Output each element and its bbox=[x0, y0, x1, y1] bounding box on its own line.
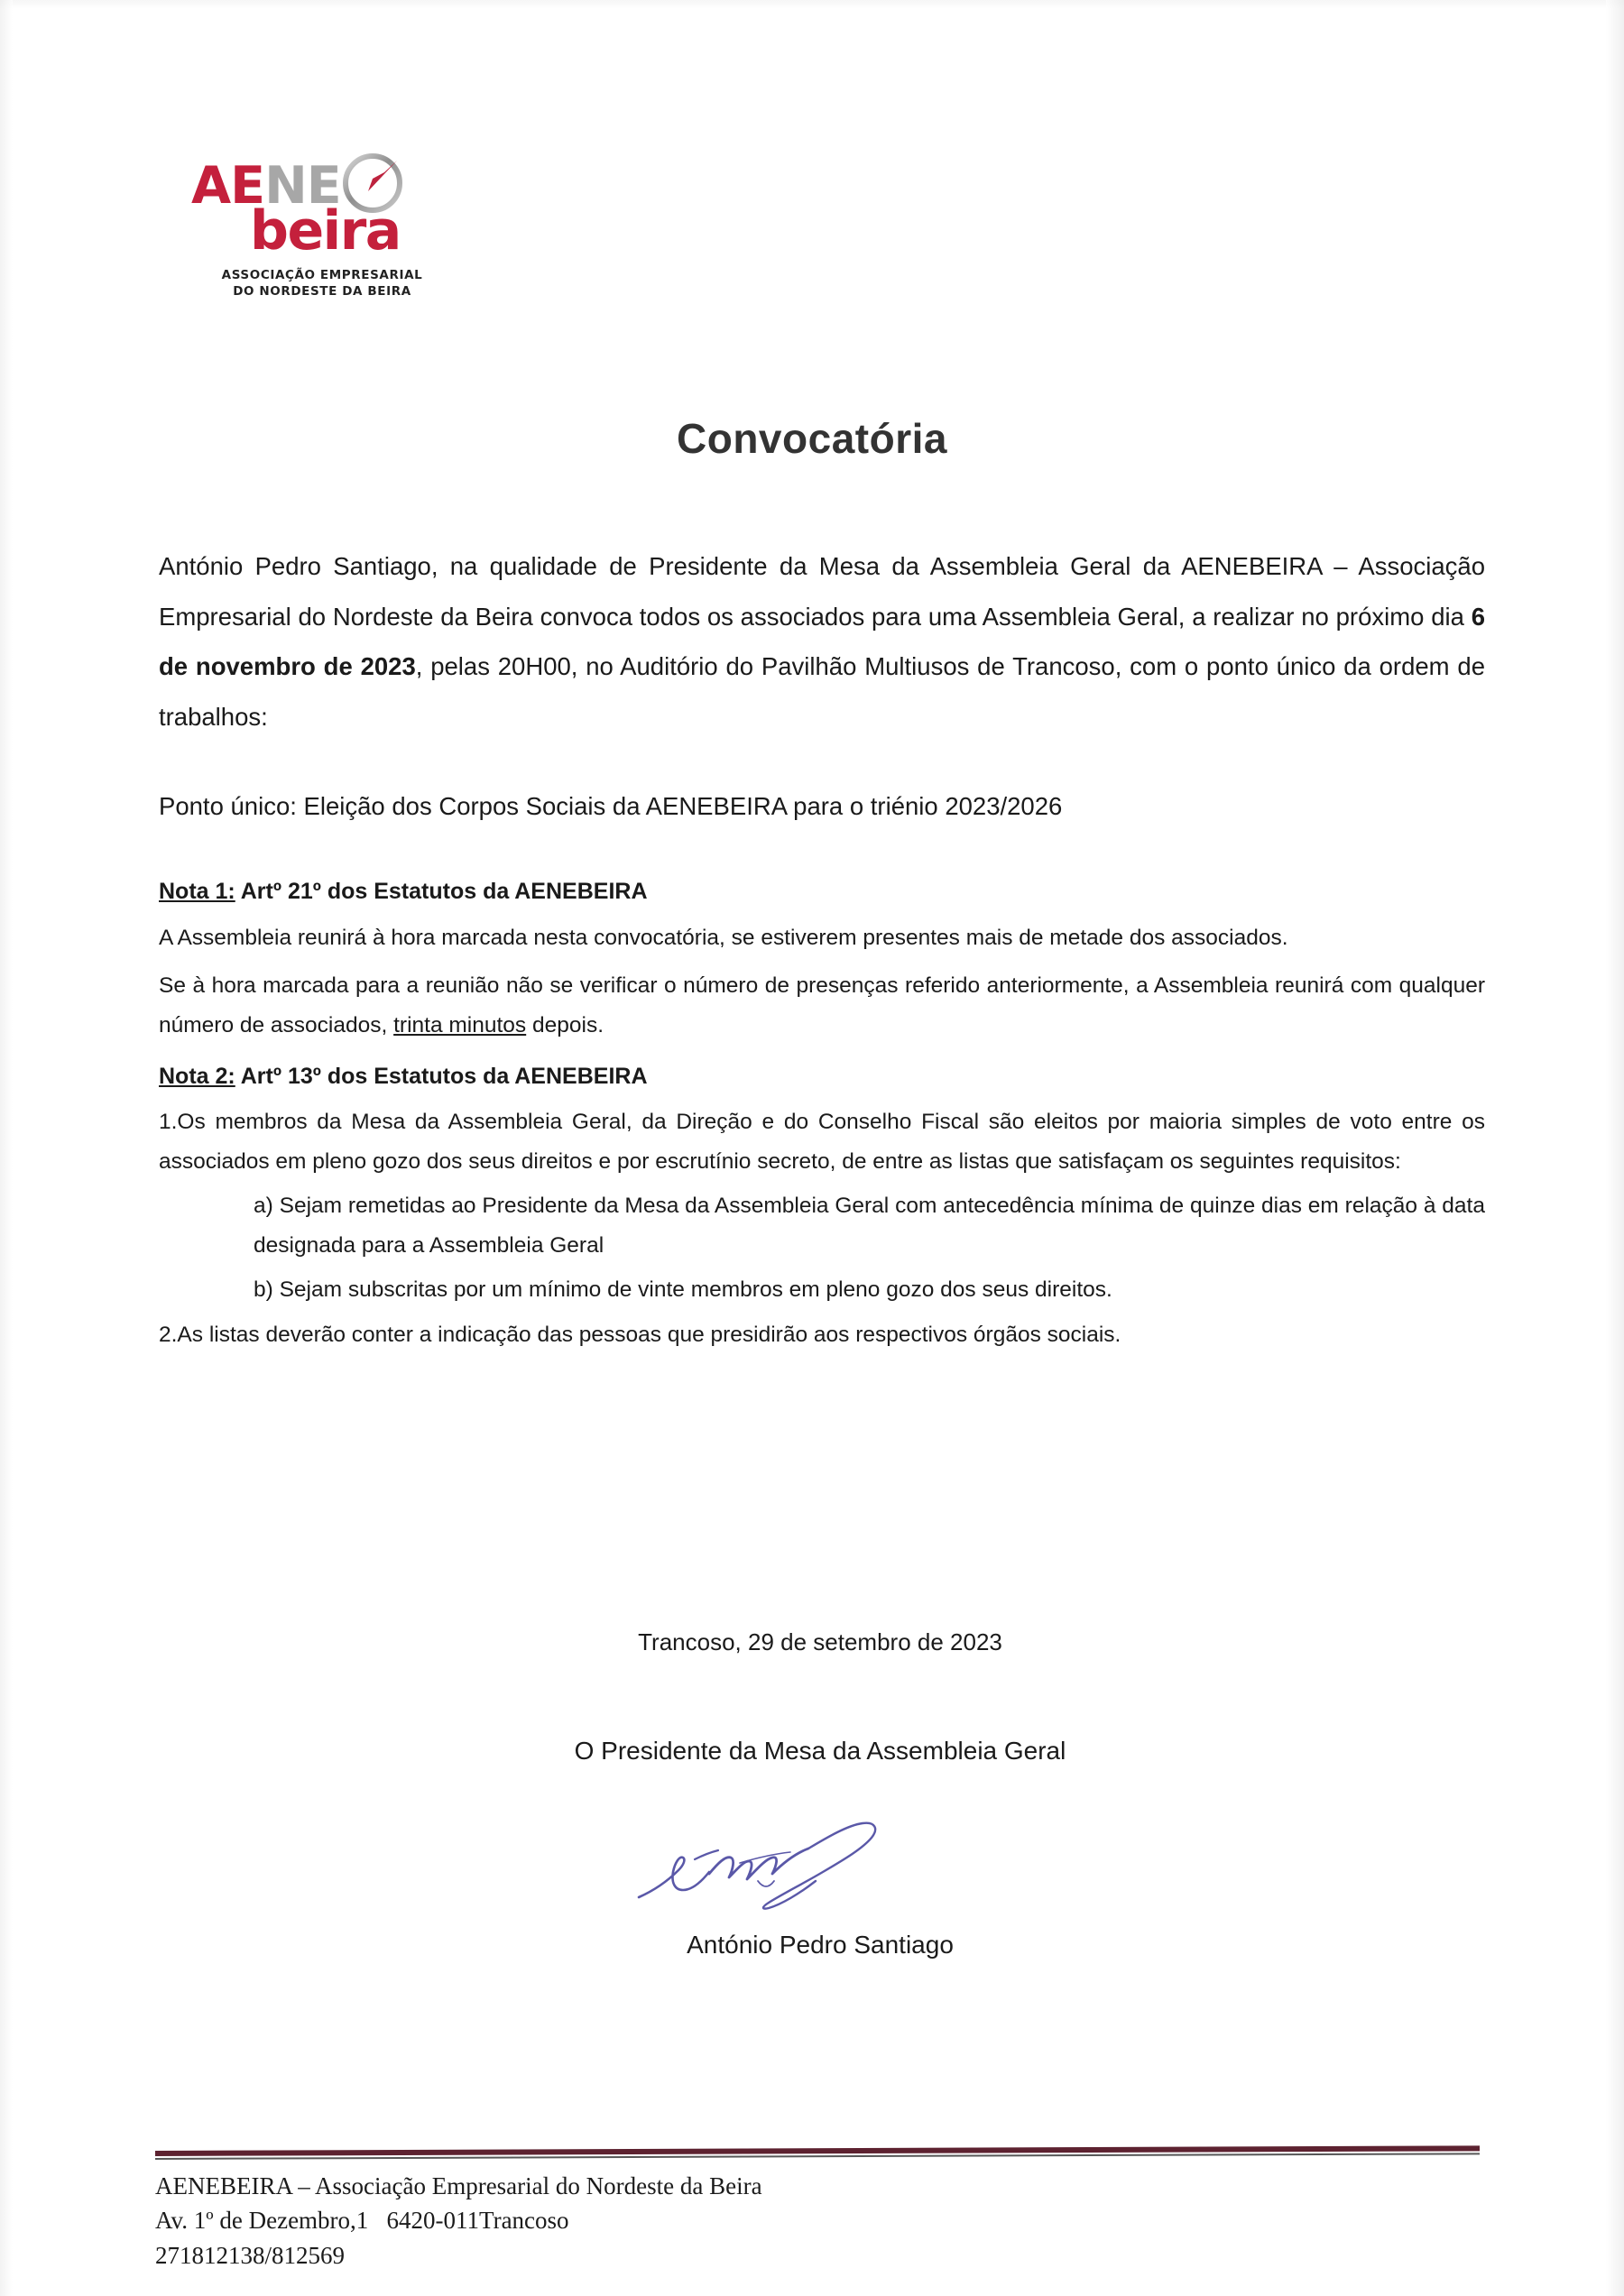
nota-1-label: Nota 1: bbox=[159, 879, 235, 905]
footer-contact-block bbox=[155, 2169, 762, 2273]
logo-text-ae: AE bbox=[191, 156, 265, 216]
paragraph-convocation bbox=[159, 541, 1485, 742]
closing-date: Trancoso, 29 de setembro de 2023 bbox=[638, 1628, 1002, 1655]
logo-tagline bbox=[191, 267, 453, 300]
agenda-single-item: Ponto único: Eleição dos Corpos Sociais da AENEBEIRA para o triénio 2023/2026 bbox=[159, 792, 1063, 821]
logo-wordmark-beira: beira bbox=[250, 199, 401, 263]
nota-2-item-a: a) Sejam remetidas ao Presidente da Mesa da Assembleia Geral com antecedência mínima de quinze dias em relação à data designada para a Assembleia Geral bbox=[254, 1194, 1485, 1258]
nota-1-title: Artº 21º dos Estatutos da AENEBEIRA bbox=[235, 879, 648, 905]
nota-2-label: Nota 2: bbox=[159, 1063, 235, 1089]
nota-2-heading bbox=[159, 1060, 1485, 1094]
paragraph-convocation-part1: António Pedro Santiago, na qualidade de Presidente da Mesa da Assembleia Geral da AENEBEIRA – Associação Empresarial do Nordeste da Beira convoca todos os associados para uma Assembleia Geral, a realizar no próximo dia bbox=[159, 552, 1485, 631]
nota-1-heading bbox=[159, 875, 1485, 909]
footer-line-address: Av. 1º de Dezembro,1 6420-011Trancoso bbox=[155, 2207, 569, 2235]
footer-line-phone: 271812138/812569 bbox=[155, 2241, 346, 2269]
footer-line-organization: AENEBEIRA – Associação Empresarial do Nordeste da Beira bbox=[155, 2172, 762, 2199]
nota-2-item-2: 2.As listas deverão conter a indicação das pessoas que presidirão aos respectivos órgãos sociais. bbox=[159, 1323, 1121, 1348]
nota-1-body-first: A Assembleia reunirá à hora marcada nesta convocatória, se estiverem presentes mais de metade dos associados. bbox=[159, 925, 1288, 950]
scan-edge-top bbox=[0, 0, 1624, 9]
logo-text-ne: NE bbox=[264, 156, 341, 216]
logo-tagline-line1: ASSOCIAÇÃO EMPRESARIAL bbox=[221, 268, 423, 282]
page-title: Convocatória bbox=[677, 414, 947, 462]
handwritten-signature bbox=[632, 1807, 893, 1915]
aenebeira-logo bbox=[191, 156, 453, 300]
logo-tagline-line2: DO NORDESTE DA BEIRA bbox=[233, 284, 411, 300]
closing-role: O Presidente da Mesa da Assembleia Geral bbox=[574, 1737, 1066, 1765]
footer-divider bbox=[155, 2151, 1480, 2159]
meeting-date-bold: 6 de novembro de 2023 bbox=[159, 602, 1485, 681]
logo-wordmark bbox=[191, 156, 453, 263]
nota-1-body-underlined: trinta minutos bbox=[393, 1012, 527, 1037]
nota-2-item-b: b) Sejam subscritas por um mínimo de vinte membros em pleno gozo dos seus direitos. bbox=[254, 1277, 1112, 1303]
nota-2-title: Artº 13º dos Estatutos da AENEBEIRA bbox=[235, 1063, 648, 1089]
nota-2-item-1: 1.Os membros da Mesa da Assembleia Geral, da Direção e do Conselho Fiscal são eleitos por maioria simples de voto entre os associados em pleno gozo dos seus direitos e por escrutínio secreto, de entre as listas que satisfaçam os seguintes requisitos: bbox=[159, 1110, 1485, 1174]
nota-1-body-second bbox=[159, 966, 1485, 1045]
paragraph-convocation-part2: , pelas 20H00, no Auditório do Pavilhão Multiusos de Trancoso, com o ponto único da ordem de trabalhos: bbox=[159, 652, 1485, 731]
nota-1-body-second-post: depois. bbox=[526, 1012, 604, 1037]
document-body bbox=[159, 541, 1485, 1355]
nota-1-body-second-pre: Se à hora marcada para a reunião não se verificar o número de presenças referido anteriormente, a Assembleia reunirá com qualquer número de associados, bbox=[159, 973, 1485, 1037]
closing-signatory-name: António Pedro Santiago bbox=[687, 1931, 954, 1959]
